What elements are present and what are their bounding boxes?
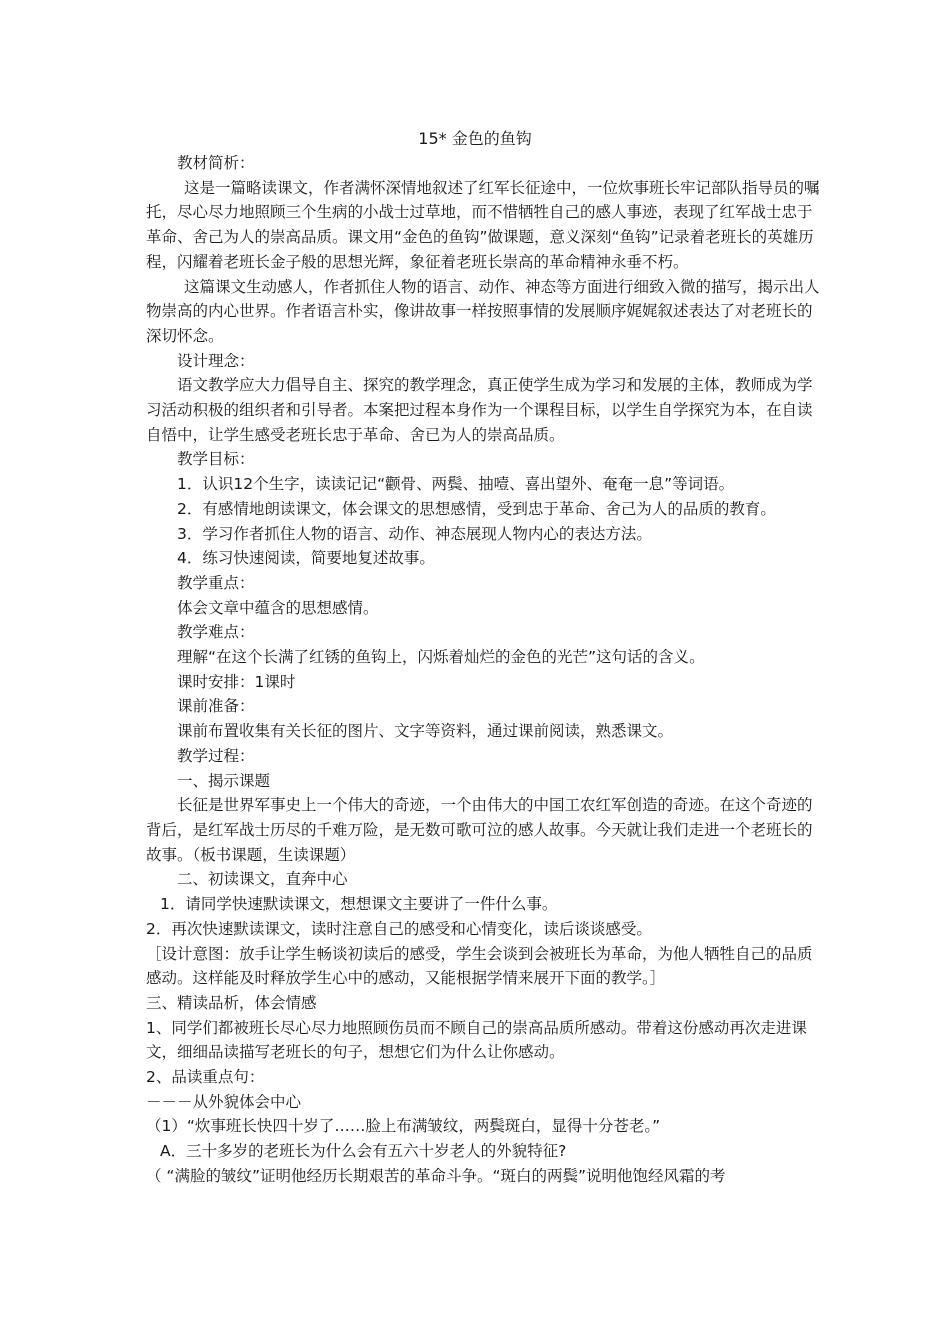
list-item: 1．认识12个生字，读读记记“颧骨、两鬓、抽噎、喜出望外、奄奄一息”等词语。 [177,475,735,494]
section-heading: 教学重点： [177,573,255,592]
paragraph: 课前布置收集有关长征的图片、文字等资料，通过课前阅读，熟悉课文。 [177,722,674,741]
section-heading: 课前准备： [177,697,255,716]
list-item: 1．请同学快速默读课文，想想课文主要讲了一件什么事。 [160,895,558,914]
list-item: 3．学习作者抓住人物的语言、动作、神态展现人物内心的表达方法。 [177,524,652,543]
quote-line: （1）“炊事班长快四十岁了……脸上布满皱纹，两鬓斑白，显得十分苍老。” [146,1117,661,1136]
design-note: ［设计意图：放手让学生畅谈初读后的感受，学生会谈到会被班长为革命，为他人牺牲自己的品质感动。这样能及时释放学生心中的感动，又能根据学情来展开下面的教学。］ [146,944,813,988]
answer-line: （ “满脸的皱纹”证明他经历长期艰苦的革命斗争。“斑白的两鬓”说明他饱经风霜的考 [146,1166,726,1185]
paragraph: 长征是世界军事史上一个伟大的奇迹，一个由伟大的中国工农红军创造的奇迹。在这个奇迹的背后，是红军战士历尽的千难万险，是无数可歌可泣的感人故事。今天就让我们走进一个老班长的故事。（板书课题，生读课题） [146,796,813,864]
section-heading: 教学目标： [177,450,255,469]
document-body [146,151,822,1189]
paragraph: 理解“在这个长满了红锈的鱼钩上，闪烁着灿烂的金色的光芒”这句话的含义。 [177,648,705,667]
subsection-heading: －－－从外貌体会中心 [146,1092,302,1111]
section-heading: 二、初读课文，直奔中心 [177,870,348,889]
section-heading: 教学难点： [177,623,255,642]
section-heading: 课时安排：1课时 [177,672,296,691]
section-heading: 设计理念： [177,351,255,370]
list-item: 2．有感情地朗读课文，体会课文的思想感情，受到忠于革命、舍己为人的品质的教育。 [177,499,776,518]
question-line: A．三十多岁的老班长为什么会有五六十岁老人的外貌特征? [160,1142,567,1161]
section-heading: 三、精读品析，体会情感 [146,993,317,1012]
section-heading: 教材简析： [177,154,255,172]
section-heading: 一、揭示课题 [177,771,271,790]
paragraph: 2、品读重点句： [146,1068,265,1087]
section-heading: 教学过程： [177,746,255,765]
list-item: 2．再次快速默读课文，读时注意自己的感受和心情变化，读后谈谈感受。 [146,919,652,938]
paragraph: 体会文章中蕴含的思想感情。 [177,598,379,617]
paragraph: 1、同学们都被班长尽心尽力地照顾伤员而不顾自己的崇高品质所感动。带着这份感动再次走进课文，细细品读描写老班长的句子，想想它们为什么让你感动。 [146,1018,807,1062]
paragraph: 这篇课文生动感人，作者抓住人物的语言、动作、神态等方面进行细致入微的描写，揭示出人物崇高的内心世界。作者语言朴实，像讲故事一样按照事情的发展顺序娓娓叙述表达了对老班长的深切怀念。 [146,277,820,345]
paragraph: 这是一篇略读课文，作者满怀深情地叙述了红军长征途中，一位炊事班长牢记部队指导员的嘱托，尽心尽力地照顾三个生病的小战士过草地，而不惜牺牲自己的感人事迹，表现了红军战士忠于革命、舍己为人的崇高品质。课文用“金色的鱼钩”做课题，意义深刻“鱼钩”记录着老班长的英雄历程，闪耀着老班长金子般的思想光辉，象征着老班长崇高的革命精神永垂不朽。 [146,178,820,271]
document-title: 15* 金色的鱼钩 [418,129,532,148]
list-item: 4．练习快速阅读，简要地复述故事。 [177,549,435,568]
paragraph: 语文教学应大力倡导自主、探究的教学理念，真正使学生成为学习和发展的主体，教师成为学习活动积极的组织者和引导者。本案把过程本身作为一个课程目标，以学生自学探究为本，在自读自悟中，让学生感受老班长忠于革命、舍已为人的崇高品质。 [146,376,813,444]
